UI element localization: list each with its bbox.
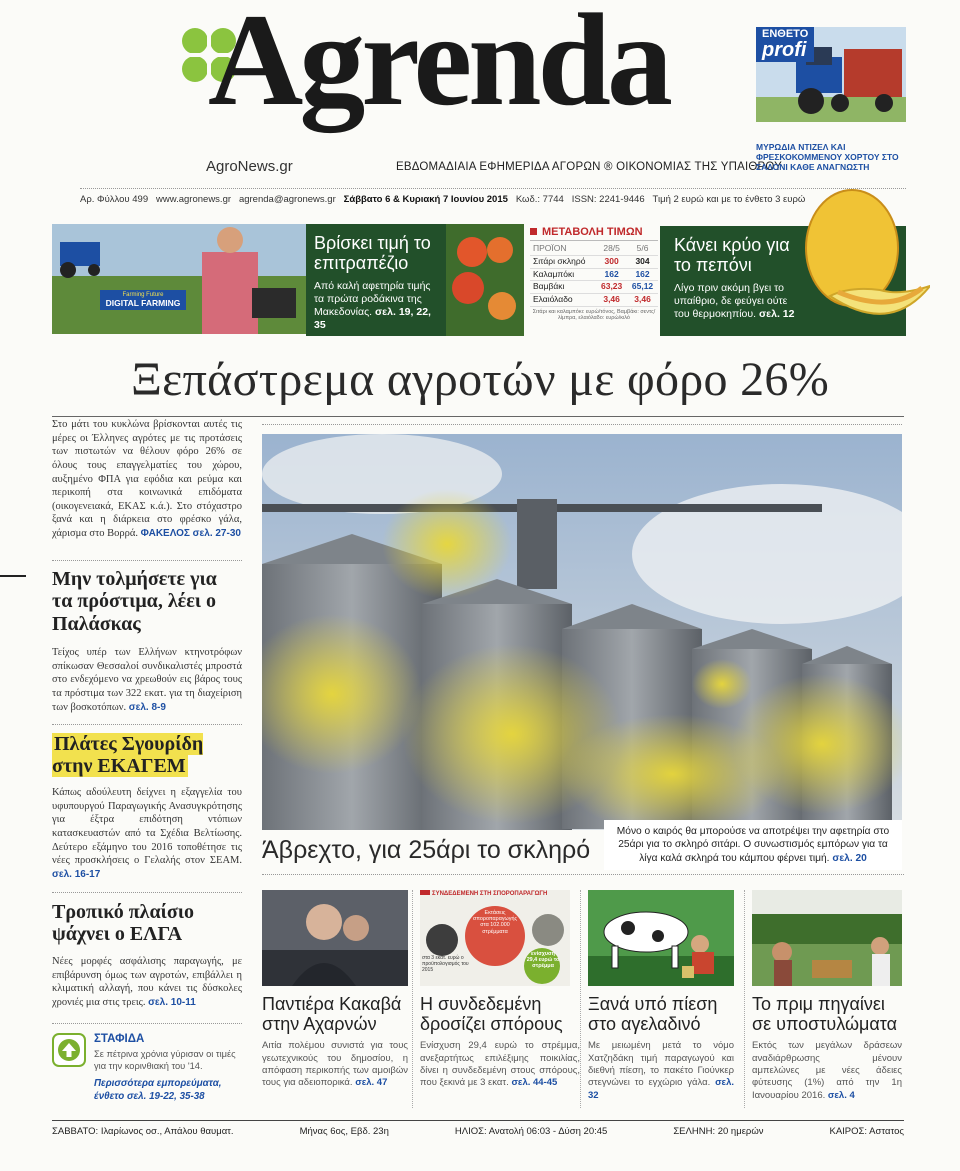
farmer-tablet-image — [52, 224, 306, 334]
issn: ISSN: 2241-9446 — [571, 194, 645, 205]
price-col-header: 5/6 — [627, 243, 658, 255]
melon-title: Κάνει κρύο για το πεπόνι — [674, 235, 790, 275]
graphic-header: ΣΥΝΔΕΔΕΜΕΝΗ ΣΤΗ ΣΠΟΡΟΠΑΡΑΓΩΓΗ — [432, 891, 548, 897]
price-table-note: Σιτάρι και καλαμπόκι: ευρώ/τόνος, Βαμβάκι: σεντς/λίμπρα, ελαιόλαδο: ευρώ/κιλό — [532, 308, 656, 322]
divider — [412, 890, 413, 1108]
profi-insert-promo[interactable] — [756, 27, 906, 122]
melon-ref: σελ. 12 — [758, 307, 795, 320]
graphic-center: Εκτάσεις σποροπαραγωγής στα 102.000 στρέμματα — [472, 910, 518, 935]
stafida-text: Σε πέτρινα χρόνια γύρισαν οι τιμές για την κορινθιακή του '14. — [94, 1049, 236, 1071]
lead-ref: ΦΑΚΕΛΟΣ σελ. 27-30 — [140, 528, 241, 540]
footer-sun: ΗΛΙΟΣ: Ανατολή 06:03 - Δύση 20:45 — [454, 1126, 608, 1137]
site-name[interactable]: AgroNews.gr — [206, 158, 293, 175]
insert-caption: ΜΥΡΩΔΙΑ ΝΤΙΖΕΛ ΚΑΙ ΦΡΕΣΚΟΚΟΜΜΕΝΟΥ ΧΟΡΤΟΥ ΣΤΟ ΣΑΛΟΝΙ ΚΑΘΕ ΑΝΑΓΝΩΣΤΗ — [756, 142, 899, 173]
sgouridis-story — [52, 786, 242, 881]
peaches-teaser[interactable] — [306, 224, 446, 336]
bottom-story-title: Η συνδεδεμένη δροσίζει σπόρους — [420, 994, 563, 1035]
price-old: 63,23 — [596, 281, 627, 294]
palaskas-ref: σελ. 8-9 — [128, 701, 166, 713]
bottom-story-text: Με μειωμένη μετά το νόμο Χατζηδάκη τιμή παραγωγού και διεθνή πίεση, το πακέτο Γιούνκερ στεγνώνει το εγχώριο γάλα. — [588, 1040, 734, 1089]
peaches-text: Από καλή αφετηρία τιμής τα πρώτα ροδάκινα της Μακεδονίας. — [314, 279, 431, 318]
divider — [262, 424, 902, 425]
price-old: 162 — [596, 268, 627, 281]
issue-price: Τιμή 2 ευρώ και με το ένθετο 3 ευρώ — [652, 194, 806, 205]
divider — [52, 416, 904, 417]
bottom-story-ref: σελ. 47 — [355, 1077, 388, 1089]
peaches-title: Βρίσκει τιμή το επιτραπέζιο — [314, 233, 431, 273]
price-table-title: ΜΕΤΑΒΟΛΗ ΤΙΜΩΝ — [542, 226, 643, 238]
price-new: 162 — [627, 268, 658, 281]
stafida-ref: Περισσότερα εμπορεύματα, ένθετο σελ. 19-22, 35-38 — [94, 1078, 222, 1102]
photo-story-ref: σελ. 20 — [832, 852, 867, 864]
arrow-up-icon — [52, 1033, 86, 1067]
bottom-story-title: Παντιέρα Κακαβά στην Αχαρνών — [262, 994, 402, 1035]
seed-infographic — [420, 890, 570, 986]
product-name: Βαμβάκι — [530, 281, 596, 294]
vineyard-workers-photo — [752, 890, 902, 986]
photo-story-title[interactable]: Άβρεχτο, για 25άρι το σκληρό — [262, 836, 591, 864]
bottom-story-ref: σελ. 32 — [588, 1077, 734, 1101]
stafida-box[interactable] — [52, 1033, 242, 1113]
bottom-story-milk[interactable] — [588, 890, 734, 1102]
melon-image — [790, 186, 930, 336]
bottom-story-title: Ξανά υπό πίεση στο αγελαδινό — [588, 994, 718, 1035]
bottom-story-text: Εκτός των μεγάλων δράσεων αναδιάρθρωσης μένουν αμπελώνες με νέες άδειες φύτευσης (1%) από την 1η Ιανουαρίου 2016. — [752, 1040, 902, 1101]
sgouridis-ref: σελ. 16-17 — [52, 868, 101, 880]
email-link[interactable]: agrenda@agronews.gr — [238, 194, 336, 205]
bottom-story-text: Ενίσχυση 29,4 ευρώ το στρέμμα, ανεξαρτήτως επιλέξιμης ποικιλίας, δίνει η συνδεδεμένη στους σπόρους, που ξεκινά με 3 εκατ. — [420, 1040, 580, 1089]
lead-story[interactable] — [52, 418, 242, 541]
bottom-story-vineyards[interactable] — [752, 890, 902, 1102]
melon-text: Λίγο πριν ακόμη βγει το υπαίθριο, δε φεύγει ούτε του θερμοκηπίου. — [674, 281, 788, 320]
main-headline[interactable]: Ξεπάστρεμα αγροτών με φόρο 26% — [131, 353, 829, 406]
issue-date: Σάββατο 6 & Κυριακή 7 Ιουνίου 2015 — [343, 194, 508, 205]
elga-story — [52, 955, 242, 1010]
photo-story-text: Μόνο ο καιρός θα μπορούσε να αποτρέψει την αφετηρία στο 25άρι για το σκληρό σιτάρι. Ο συνωστισμός εμπόρων για τα λίγα καλά σκληρά του κάμπου φέρνει τιμή. — [616, 826, 890, 864]
price-col-header: 28/5 — [596, 243, 627, 255]
price-col-header: ΠΡΟΪΟΝ — [530, 243, 596, 255]
web-link[interactable]: www.agronews.gr — [156, 194, 232, 205]
divider — [52, 724, 242, 725]
elga-ref: σελ. 10-11 — [148, 996, 196, 1008]
price-old: 300 — [596, 255, 627, 268]
silos-photo[interactable] — [262, 434, 902, 830]
issue-code: Κωδ.: 7744 — [515, 194, 564, 205]
grain-silos-image — [262, 434, 902, 830]
issue-info-bar — [80, 194, 805, 205]
graphic-left: στα 3 εκατ. ευρώ ο προϋπολογισμός του 2015 — [422, 955, 469, 973]
graphic-right: ενίσχυση 29,4 ευρώ το στρέμμα — [526, 951, 560, 969]
price-old: 3,46 — [596, 294, 627, 307]
table-row — [530, 268, 658, 281]
photo-story-caption — [604, 820, 902, 870]
digital-farming-title: DIGITAL FARMING — [105, 298, 181, 308]
digital-farming-kicker: Farming Future — [122, 292, 164, 298]
palaskas-text: Τείχος υπέρ των Ελλήνων κτηνοτρόφων σπίκωσαν Θεσσαλοί συνδικαλιστές μπροστά στο ενδεχόμενο να χρεωθούν εις βάρος τους τα πρόστιμα των 322 εκατ. για τη διαχείριση των βοσκοτόπων. — [52, 647, 242, 713]
masthead-logo[interactable]: Agrenda — [208, 0, 669, 133]
peaches-ref: σελ. 19, 22, 35 — [314, 305, 431, 331]
divider — [262, 874, 904, 875]
product-name: Καλαμπόκι — [530, 268, 596, 281]
divider — [580, 890, 581, 1108]
product-name: Ελαιόλαδο — [530, 294, 596, 307]
bottom-story-text: Αιτία πολέμου συνιστά για τους γεωτεχνικούς του δημοσίου, η απόφαση περικοπής των αμοιβών τους για αδειοπορικά. — [262, 1040, 408, 1089]
table-row — [530, 255, 658, 268]
digital-farming-teaser[interactable] — [52, 224, 306, 334]
divider — [52, 560, 242, 561]
bottom-story-ref: σελ. 4 — [827, 1089, 855, 1101]
footer-weather: ΚΑΙΡΟΣ: Αστατος — [829, 1126, 904, 1137]
insert-tag: ΕΝΘΕΤΟ — [762, 28, 809, 40]
price-new: 304 — [627, 255, 658, 268]
price-new: 3,46 — [627, 294, 658, 307]
elga-text: Νέες μορφές ασφάλισης παραγωγής, με επιβάρυνση όμως των αγροτών, επιβάλλει η κλιματική αλλαγή, που κάνει τις δύσκολες χρονιές μια στις τρεις. — [52, 956, 242, 1008]
footer-saturday: ΣΑΒΒΑΤΟ: Ιλαρίωνος οσ., Απάλου θαυματ. — [52, 1126, 234, 1137]
product-name: Σιτάρι σκληρό — [530, 255, 596, 268]
footer-almanac — [52, 1120, 904, 1140]
peaches-image — [446, 224, 524, 336]
sgouridis-title-text: Πλάτες Σγουρίδη στην ΕΚΑΓΕΜ — [52, 733, 204, 778]
bottom-story-kakavas[interactable] — [262, 890, 408, 1090]
elga-title[interactable]: Τροπικό πλαίσιο ψάχνει ο ΕΛΓΑ — [52, 901, 194, 946]
insert-name: profi — [762, 39, 807, 61]
palaskas-story — [52, 646, 242, 714]
footer-month: Μήνας 6ος, Εβδ. 23η — [299, 1126, 389, 1137]
price-change-table — [530, 226, 658, 336]
margin-mark — [0, 575, 26, 577]
divider — [80, 188, 906, 189]
issue-number: Αρ. Φύλλου 499 — [80, 194, 149, 205]
palaskas-title[interactable]: Μην τολμήσετε για τα πρόστιμα, λέει ο Παλάσκας — [52, 568, 217, 635]
table-row — [530, 281, 658, 294]
footer-moon: ΣΕΛΗΝΗ: 20 ημερών — [673, 1126, 764, 1137]
bottom-story-seeds[interactable] — [420, 890, 580, 1090]
table-row — [530, 294, 658, 307]
square-bullet-icon — [530, 228, 537, 235]
divider — [52, 892, 242, 893]
politicians-photo — [262, 890, 408, 986]
bottom-story-title: Το πριμ πηγαίνει σε υποστυλώματα — [752, 994, 898, 1035]
bottom-story-ref: σελ. 44-45 — [511, 1077, 558, 1089]
masthead-tagline: ΕΒΔΟΜΑΔΙΑΙΑ ΕΦΗΜΕΡΙΔΑ ΑΓΟΡΩΝ ® ΟΙΚΟΝΟΜΙΑΣ ΤΗΣ ΥΠΑΙΘΡΟΥ — [396, 161, 782, 173]
sgouridis-text: Κάπως αδούλευτη δείχνει η εξαγγελία του υφυπουργού Παραγωγικής Ανασυγκρότησης για έξτρα επιδότηση ντόπιων κατασκευαστών από τα Σχέδια Βελτίωσης. Δεύτερο εξάμηνο του 2016 τοποθέτησε τις νέες προσκλήσεις ο Γελαλής στον ΣΕΑΜ. — [52, 787, 242, 867]
lead-text: Στο μάτι του κυκλώνα βρίσκονται αυτές τις μέρες οι Έλληνες αγρότες με τις προτάσεις των πιστωτών να θέλουν φόρο 26% σε όλους τους επαγγελματίες του χώρου, αυξημένο ΦΠΑ για εφόδια και ρεύμα και περικοπή στα κοινωνικά επιδόματα (οικογενειακά, ΕΚΑΣ κ.ά.). Στο στόχαστρο ξανά και η διάρκεια στο φρέσκο γάλα, χάρισμα στο Βορρά. — [52, 419, 242, 540]
sgouridis-title[interactable] — [52, 733, 232, 778]
divider — [52, 1023, 242, 1024]
cow-illustration — [588, 890, 734, 986]
divider — [744, 890, 745, 1108]
stafida-title: ΣΤΑΦΙΔΑ — [94, 1033, 145, 1045]
price-new: 65,12 — [627, 281, 658, 294]
square-bullet-icon — [420, 890, 430, 895]
